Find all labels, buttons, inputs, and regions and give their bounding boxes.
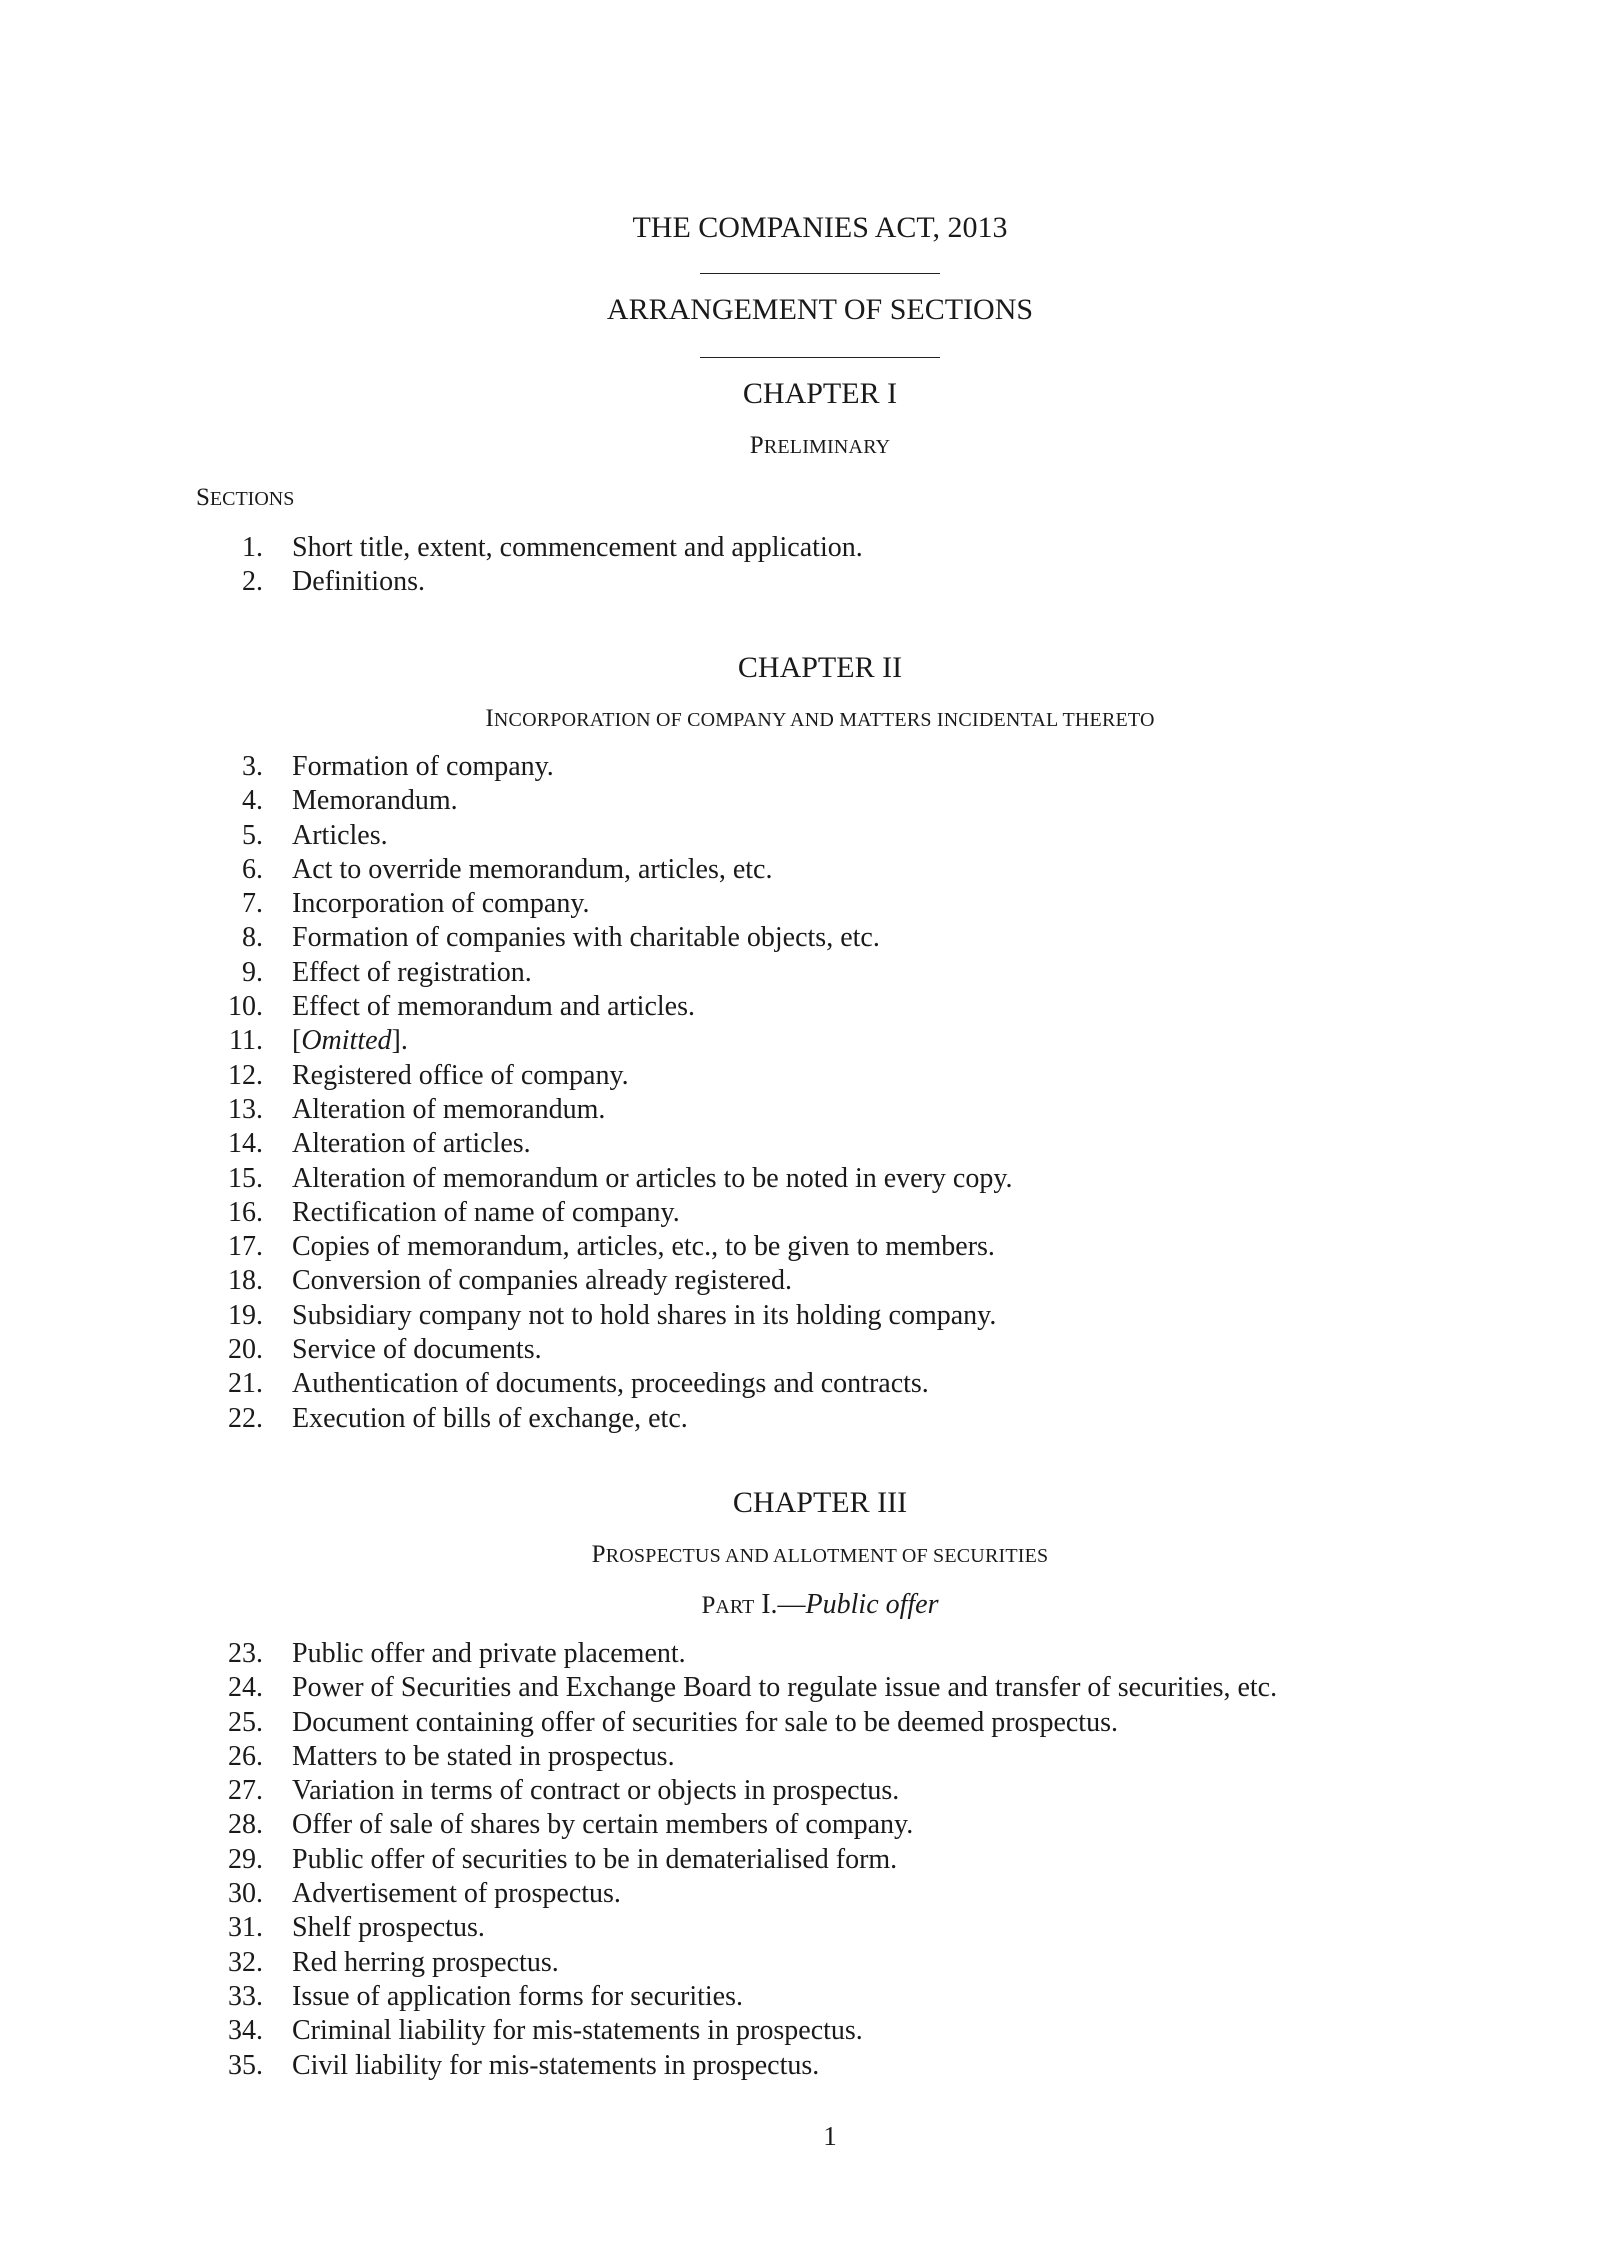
list-item: 23. Public offer and private placement.: [228, 1638, 686, 1669]
list-item: 6. Act to override memorandum, articles, etc.: [242, 853, 773, 885]
list-item: 2. Definitions.: [242, 566, 425, 598]
list-item: 14. Alteration of articles.: [228, 1128, 531, 1160]
arrangement-heading: ARRANGEMENT OF SECTIONS: [606, 293, 1034, 326]
list-item: 8. Formation of companies with charitable objects, etc.: [242, 922, 880, 954]
list-item: 18. Conversion of companies already registered.: [228, 1265, 792, 1297]
list-item: 29. Public offer of securities to be in dematerialised form.: [228, 1843, 898, 1875]
list-item: 21. Authentication of documents, proceedings and contracts.: [228, 1368, 929, 1400]
chapter-1-subtitle: PRELIMINARY: [749, 432, 891, 459]
list-item: 17. Copies of memorandum, articles, etc., to be given to members.: [228, 1231, 995, 1263]
list-item: 27. Variation in terms of contract or objects in prospectus.: [228, 1775, 900, 1807]
list-item: 13. Alteration of memorandum.: [228, 1093, 606, 1125]
list-item: 4. Memorandum.: [242, 785, 458, 817]
list-item: 9. Effect of registration.: [242, 956, 532, 988]
list-item: 19. Subsidiary company not to hold shares in its holding company.: [228, 1299, 997, 1331]
act-title: THE COMPANIES ACT, 2013: [632, 211, 1008, 244]
list-item: 7. Incorporation of company.: [242, 888, 590, 920]
list-item: 3. Formation of company.: [242, 751, 554, 782]
part-1-heading: PART I.—Public offer: [701, 1589, 939, 1620]
list-item: 11. [Omitted].: [0, 1024, 1600, 1058]
chapter-2-title: CHAPTER II: [737, 651, 903, 684]
list-item: 1. Short title, extent, commencement and application.: [242, 532, 863, 563]
list-item: 30. Advertisement of prospectus.: [228, 1878, 621, 1910]
arrangement-divider: [700, 357, 940, 358]
chapter-2-subtitle: INCORPORATION OF COMPANY AND MATTERS INCIDENTAL THERETO: [485, 705, 1155, 732]
list-item: 15. Alteration of memorandum or articles to be noted in every copy.: [228, 1162, 1013, 1194]
list-item: 5. Articles.: [242, 819, 388, 851]
chapter-1-title: CHAPTER I: [742, 377, 898, 410]
list-item: 25. Document containing offer of securities for sale to be deemed prospectus.: [228, 1706, 1118, 1738]
sections-label: SECTIONS: [196, 484, 295, 511]
title-divider: [700, 273, 940, 274]
chapter-3-subtitle: PROSPECTUS AND ALLOTMENT OF SECURITIES: [591, 1541, 1049, 1568]
chapter-3-section-list: [0, 1637, 1600, 2083]
list-item: 28. Offer of sale of shares by certain members of company.: [228, 1809, 914, 1841]
list-item: 20. Service of documents.: [228, 1334, 542, 1366]
list-item: 10. Effect of memorandum and articles.: [228, 991, 695, 1023]
chapter-3-title: CHAPTER III: [732, 1486, 908, 1519]
list-item: 31. Shelf prospectus.: [228, 1912, 485, 1944]
list-item: 16. Rectification of name of company.: [228, 1196, 680, 1228]
list-item: 35. Civil liability for mis-statements in prospectus.: [228, 2049, 820, 2081]
omitted-section-text: [Omitted].: [292, 1025, 408, 1057]
chapter-2-section-list: [0, 750, 1600, 1436]
list-item: 12. Registered office of company.: [228, 1059, 629, 1091]
list-item: 32. Red herring prospectus.: [228, 1946, 559, 1978]
list-item: 26. Matters to be stated in prospectus.: [228, 1740, 675, 1772]
chapter-1-section-list: [0, 531, 1600, 600]
list-item: 24. Power of Securities and Exchange Board to regulate issue and transfer of securities, etc.: [228, 1672, 1278, 1704]
list-item: 33. Issue of application forms for securities.: [228, 1980, 743, 2012]
list-item: 34. Criminal liability for mis-statements in prospectus.: [228, 2015, 863, 2047]
list-item: 22. Execution of bills of exchange, etc.: [228, 1402, 688, 1434]
page-number: 1: [823, 2121, 837, 2151]
